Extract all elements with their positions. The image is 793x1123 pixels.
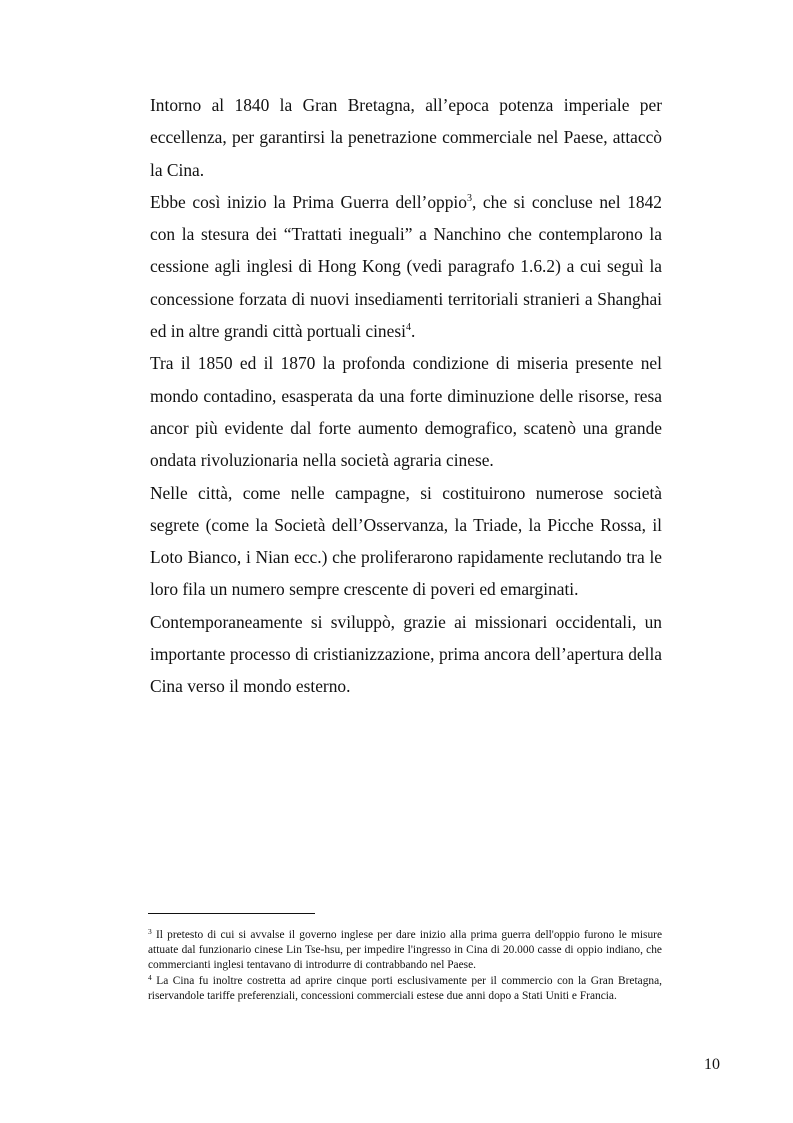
paragraph-3: Tra il 1850 ed il 1870 la profonda condizione di miseria presente nel mondo contadino, esasperata da una forte diminuzione delle risorse, resa ancor più evidente dal forte aumento demografico, scatenò una grande ondata rivoluzionaria nella società agraria cinese. — [150, 353, 662, 471]
footnote-separator — [148, 913, 315, 914]
page-number: 10 — [704, 1056, 720, 1073]
paragraph-2 — [150, 186, 662, 347]
body-text — [150, 89, 662, 703]
footnotes — [148, 928, 662, 1004]
paragraph-2-text-before: Ebbe così inizio la Prima Guerra dell’oppio — [150, 191, 467, 212]
footnote-reference-3[interactable]: 3 — [466, 192, 472, 204]
footnote-reference-4[interactable]: 4 — [405, 322, 411, 334]
footnote-3-number: 3 — [148, 927, 152, 936]
paragraph-4: Nelle città, come nelle campagne, si costituirono numerose società segrete (come la Società dell’Osservanza, la Triade, la Picche Rossa, il Loto Bianco, i Nian ecc.) che proliferarono rapidamente reclutando tra le loro fila un numero sempre crescente di poveri ed emarginati. — [150, 482, 662, 600]
footnote-3-text: Il pretesto di cui si avvalse il governo inglese per dare inizio alla prima guerra dell'oppio furono le misure attuate dal funzionario cinese Lin Tse-hsu, per impedire l'ingresso in Cina di 20.000 casse di oppio indiano, che commercianti inglesi tentavano di introdurre di contrabbando nel Paese. — [148, 929, 662, 972]
paragraph-5: Contemporaneamente si sviluppò, grazie ai missionari occidentali, un importante processo di cristianizzazione, prima ancora dell’apertura della Cina verso il mondo esterno. — [150, 611, 662, 697]
footnote-4 — [148, 974, 662, 1004]
footnote-3 — [148, 928, 662, 974]
footnote-4-number: 4 — [148, 972, 152, 982]
paragraph-2-text-after: . — [410, 321, 416, 342]
paragraph-2-text-middle: , che si concluse nel 1842 con la stesura dei “Trattati ineguali” a Nanchino che contemplarono la cessione agli inglesi di Hong Kong (vedi paragrafo 1.6.2) a cui seguì la concessione forzata di nuovi insediamenti territoriali stranieri a Shanghai ed in altre grandi città portuali cinesi — [150, 191, 662, 342]
paragraph-1: Intorno al 1840 la Gran Bretagna, all’epoca potenza imperiale per eccellenza, per garantirsi la penetrazione commerciale nel Paese, attaccò la Cina. — [150, 95, 662, 180]
footnote-4-text: La Cina fu inoltre costretta ad aprire cinque porti esclusivamente per il commercio con la Gran Bretagna, riservandole tariffe preferenziali, concessioni commerciali estese due anni dopo a Stati Uniti e Francia. — [148, 974, 662, 1002]
